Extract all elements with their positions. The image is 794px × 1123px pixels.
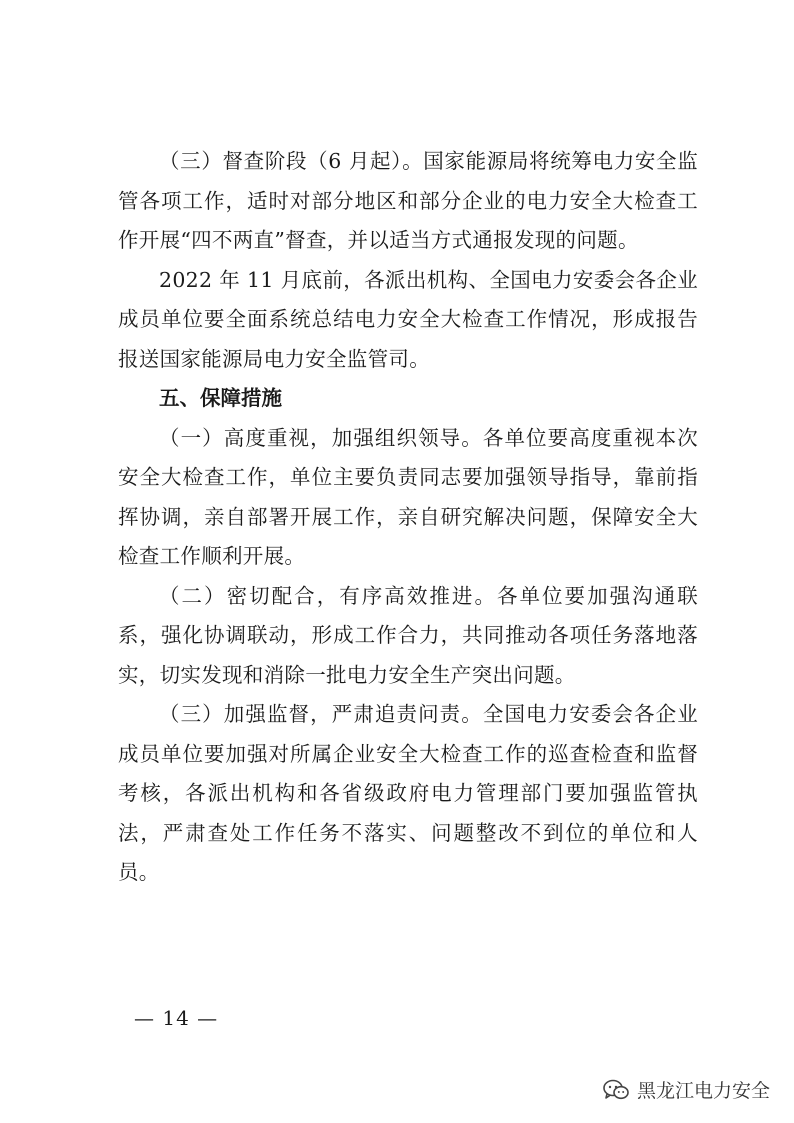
document-body xyxy=(118,142,698,893)
measure-text: 。各单位要高度重视本次安全大检查工作，单位主要负责同志要加强领导指导，靠前指挥协调，亲自部署开展工作，亲自研究解决问题，保障安全大检查工作顺利开展。 xyxy=(118,425,698,568)
section-heading: 五、保障措施 xyxy=(159,386,282,410)
paragraph-text: 。国家能源局将统筹电力安全监管各项工作，适时对部分地区和部分企业的电力安全大检查工作开展“四不两直”督查，并以适当方式通报发现的问题。 xyxy=(118,149,698,252)
wechat-icon xyxy=(603,1079,629,1101)
measure-item xyxy=(118,419,698,577)
measure-lead: （二）密切配合，有序高效推进 xyxy=(159,583,475,608)
measure-lead: （三）加强监督，严肃追责问责 xyxy=(159,702,462,726)
paragraph-text: 2022 年 11 月底前，各派出机构、全国电力安委会各企业成员单位要全面系统总结电力安全大检查工作情况，形成报告报送国家能源局电力安全监管司。 xyxy=(118,267,698,371)
paragraph-lead: （三）督查阶段（6 月起） xyxy=(159,149,403,173)
watermark-text: 黑龙江电力安全 xyxy=(636,1080,770,1102)
measure-item xyxy=(118,577,698,696)
page-number: — 14 — xyxy=(134,1006,219,1030)
wechat-watermark xyxy=(603,1076,770,1103)
measure-text: 。各单位要加强沟通联系，强化协调联动，形成工作合力，共同推动各项任务落地落实，切实发现和消除一批电力安全生产突出问题。 xyxy=(118,583,699,687)
paragraph-supervision-stage xyxy=(118,142,698,261)
measure-item xyxy=(118,695,698,893)
measure-text: 。全国电力安委会各企业成员单位要加强对所属企业安全大检查工作的巡查检查和监督考核，各派出机构和各省级政府电力管理部门要加强监管执法，严肃查处工作任务不落实、问题整改不到位的单位和人员。 xyxy=(118,702,698,884)
paragraph-deadline xyxy=(118,261,698,380)
measure-lead: （一）高度重视，加强组织领导 xyxy=(159,425,462,450)
